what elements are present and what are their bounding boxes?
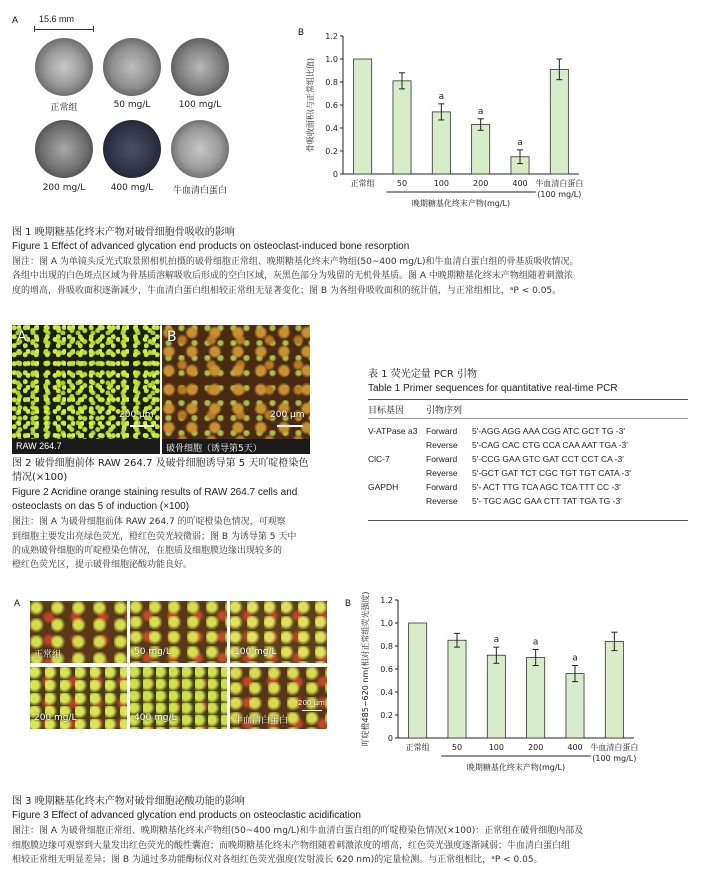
table-cell-dir: Forward: [426, 482, 458, 492]
dish-50: [103, 38, 161, 96]
fig2-scale-bar-a: [130, 425, 154, 427]
fig3-label-normal: 正常组: [34, 650, 62, 660]
fig2-note-2: 到细胞主要发出亮绿色荧光，橙红色荧光较微弱；图 B 为诱导第 5 天中: [12, 532, 297, 542]
fig1-note-2: 各组中出现的白色斑点区域为骨基质溶解吸收后形成的空白区域，灰黑色部分为残留的无机骨基质。图 A 中晚期糖基化终末产物组随着刺激浓: [12, 271, 573, 281]
fig3-panel-b-letter: B: [345, 598, 352, 608]
fig3-chart-xlabel: 晚期糖基化终末产物(mg/L): [466, 763, 566, 772]
fig2-note-1: 图注：图 A 为破骨细胞前体 RAW 264.7 的吖啶橙染色情况，可观察: [12, 517, 286, 527]
fig3-chart-sig-label: a: [572, 653, 578, 664]
table-cell-gene: [368, 438, 426, 452]
table-cell-seq: 5'-CAG CAC CTG CCA CAA AAT TGA -3': [472, 440, 628, 450]
fig3-chart-ytick-label: 0.4: [380, 688, 393, 697]
fig3-panel-a-letter: A: [14, 598, 21, 608]
fig2-caption-cn-2: 情况(×100): [12, 472, 68, 483]
fig3-chart-ylabel: 吖啶橙485~620 nm(相对正常组荧光强度): [361, 592, 370, 747]
fig1-chart-bar: [354, 59, 372, 174]
table-row: [368, 452, 635, 466]
table1-header-rule: [368, 418, 688, 419]
fig3-label-400: 400 mg/L: [134, 713, 177, 723]
fig2-label-bar-a: [12, 439, 160, 454]
fig2-caption-en-1: Figure 2 Acridine orange staining results of RAW 264.7 cells and: [12, 487, 298, 498]
fig1-chart-xtick-label: 牛血清白蛋白: [535, 179, 584, 188]
table-cell-seq: 5'- ACT TTG TCA AGC TCA TTT CC -3': [472, 482, 621, 492]
table1-header-gene: 目标基因: [368, 406, 405, 416]
fig3-label-200: 200 mg/L: [34, 713, 77, 723]
table-cell-seq: 5'-CCG GAA GTC GAT CCT CCT CA -3': [472, 454, 624, 464]
fig1-scale-bar: [34, 26, 94, 32]
fig2-label-a: RAW 264.7: [16, 441, 62, 451]
fig1-chart-ytick-label: 0: [332, 170, 338, 179]
table-cell-dir: Forward: [426, 454, 458, 464]
fig3-chart-ytick-label: 0.6: [380, 665, 393, 674]
table-cell-dir: Reverse: [426, 496, 458, 506]
fig3-chart-xtick-label: (100 mg/L): [592, 754, 637, 763]
table-cell-dir: Forward: [426, 426, 458, 436]
fig3-chart-xtick-label: 200: [528, 743, 544, 752]
fig1-chart-ytick-label: 1.2: [325, 32, 338, 41]
table1-title-cn: 表 1 荧光定量 PCR 引物: [368, 369, 478, 380]
fig2-panel-b-label: B: [167, 329, 177, 345]
fig1-chart-bar: [393, 81, 411, 174]
table1-header-seq: 引物序列: [426, 406, 463, 416]
fig3-caption-en: Figure 3 Effect of advanced glycation end products on osteoclastic acidification: [12, 810, 361, 821]
fig3-chart-ytick-label: 1.0: [380, 619, 393, 628]
table-row: [368, 466, 635, 480]
fig1-chart-ytick-label: 1.0: [325, 55, 338, 64]
dish-100: [171, 38, 229, 96]
fig1-chart-ylabel: 骨吸收面积(与正常组比值): [306, 57, 315, 153]
table1-bottom-rule: [368, 520, 688, 521]
table-row: [368, 480, 635, 494]
fig1-scale-label: 15.6 mm: [39, 14, 75, 24]
fig3-scale-label: 200 μm: [298, 699, 325, 707]
fig3-image-normal: [30, 601, 127, 663]
fig1-bar-chart: [295, 28, 625, 220]
fig1-chart-bar: [472, 125, 490, 174]
fig3-label-100: 100 mg/L: [234, 647, 277, 657]
fig3-scale-bar: [302, 710, 322, 711]
fig3-label-50: 50 mg/L: [134, 647, 171, 657]
fig2-note-4: 橙红色荧光区，提示破骨细胞泌酸功能良好。: [12, 560, 193, 570]
fig1-chart-xtick-label: 100: [433, 179, 449, 188]
dish-normal: [35, 38, 93, 96]
fig1-chart-ytick-label: 0.8: [325, 78, 338, 87]
table-row: [368, 494, 635, 508]
fig3-chart-bar: [448, 640, 466, 738]
fig1-chart-sig-label: a: [438, 91, 445, 102]
table-cell-gene: GAPDH: [368, 482, 399, 492]
table-cell-seq: 5'-AGG AGG AAA CGG ATC GCT TG -3': [472, 426, 625, 436]
fig1-chart-ytick-label: 0.6: [325, 101, 338, 110]
fig3-chart-bar: [409, 623, 427, 738]
fig3-label-bsa: 牛血清白蛋白: [234, 716, 289, 726]
fig2-label-bar-b: [162, 439, 310, 454]
table-cell-dir: Reverse: [426, 468, 458, 478]
fig2-label-b: 破骨细胞（诱导第5天）: [166, 444, 262, 454]
table1-title-en: Table 1 Primer sequences for quantitative real-time PCR: [368, 383, 618, 394]
dish-400: [103, 120, 161, 178]
fig3-chart-xtick-label: 100: [488, 743, 504, 752]
fig2-image-b: [162, 325, 310, 439]
fig3-chart-bar: [566, 674, 584, 738]
dish-bsa: [171, 120, 229, 178]
table-cell-seq: 5'-GCT GAT TCT CGC TGT TGT CATA -3': [472, 468, 631, 478]
dish-200: [35, 120, 93, 178]
table-cell-seq: 5'- TGC AGC GAA CTT TAT TGA TG -3': [472, 496, 622, 506]
fig2-scale-bar-b: [277, 425, 303, 427]
table-row: [368, 438, 635, 452]
dish-label-200: 200 mg/L: [42, 183, 86, 193]
fig3-image-200: [30, 667, 127, 729]
fig3-chart-xtick-label: 50: [451, 743, 463, 752]
fig3-chart-xtick-label: 正常组: [405, 743, 430, 752]
table-cell-gene: ClC-7: [368, 454, 390, 464]
fig2-note-3: 的成熟破骨细胞的吖啶橙染色情况，在胞质及细胞膜边缘出现较多的: [12, 546, 283, 556]
fig3-chart-ytick-label: 0.2: [380, 711, 393, 720]
fig3-chart-ytick-label: 0.8: [380, 642, 393, 651]
fig1-panel-b-letter: B: [298, 27, 305, 37]
fig3-chart-sig-label: a: [532, 637, 539, 648]
fig2-caption-cn-1: 图 2 破骨细胞前体 RAW 264.7 及破骨细胞诱导第 5 天吖啶橙染色: [12, 458, 309, 469]
fig2-image-a: [12, 325, 160, 439]
fig3-chart-ytick-label: 0: [387, 734, 393, 743]
fig1-note-3: 度的增高，骨吸收面积逐渐减少，牛血清白蛋白组相较正常组无显著变化；图 B 为各组骨吸收面积的统计值，与正常组相比，ᵃP < 0.05。: [12, 286, 562, 296]
fig3-note-2: 细胞膜边缘可观察到大量发出红色荧光的酸性囊泡；而晚期糖基化终末产物组随着刺激浓度的增高，红色荧光强度逐渐减弱；牛血清白蛋白组: [12, 841, 571, 851]
table1: [368, 424, 635, 508]
dish-label-bsa: 牛血清白蛋白: [172, 186, 227, 196]
fig3-chart-bar: [605, 641, 623, 738]
fig3-note-1: 图注：图 A 为破骨细胞正常组、晚期糖基化终末产物组(50~400 mg/L)和牛血清白蛋白组的吖啶橙染色情况(×100)：正常组在破骨细胞内部及: [12, 826, 584, 836]
fig1-note-1: 图注：图 A 为单镜头反光式取景照相机拍摄的破骨细胞正常组、晚期糖基化终末产物组(50~400 mg/L)和牛血清白蛋白组的骨基质吸收情况。: [12, 257, 579, 267]
fig1-chart-xtick-label: 200: [473, 179, 489, 188]
fig1-chart-sig-label: a: [517, 137, 523, 148]
fig3-chart-xtick-label: 牛血清白蛋白: [590, 743, 639, 752]
fig3-chart-xtick-label: 400: [567, 743, 583, 752]
fig3-image-50: [130, 601, 227, 663]
dish-label-50: 50 mg/L: [113, 100, 151, 110]
fig2-scale-a: 200 μm: [119, 410, 154, 420]
fig3-chart-bar: [527, 658, 545, 739]
dish-label-400: 400 mg/L: [110, 183, 154, 193]
fig1-chart-sig-label: a: [477, 106, 484, 117]
fig1-chart-xtick-label: 400: [512, 179, 528, 188]
dish-label-normal: 正常组: [50, 103, 78, 113]
fig3-chart-sig-label: a: [493, 635, 500, 646]
table-cell-gene: [368, 494, 426, 508]
fig1-chart-bar: [432, 112, 450, 174]
table-cell-gene: [368, 466, 426, 480]
fig1-caption-cn: 图 1 晚期糖基化终末产物对破骨细胞骨吸收的影响: [12, 227, 235, 238]
fig3-note-3: 相较正常组无明显差异；图 B 为通过多功能酶标仪对各组红色荧光强度(发射波长 620 nm)的定量检测。与正常组相比，ᵃP < 0.05。: [12, 855, 543, 865]
fig3-caption-cn: 图 3 晚期糖基化终末产物对破骨细胞泌酸功能的影响: [12, 796, 245, 807]
table-row: [368, 424, 635, 438]
fig1-chart-ytick-label: 0.2: [325, 147, 338, 156]
fig1-chart-xtick-label: (100 mg/L): [537, 190, 582, 199]
fig1-chart-bar: [550, 69, 568, 174]
table1-top-rule: [368, 399, 688, 400]
fig1-chart-xlabel: 晚期糖基化终末产物(mg/L): [411, 199, 511, 208]
fig2-caption-en-2: osteoclasts on das 5 of induction (×100): [12, 501, 190, 512]
fig1-chart-ytick-label: 0.4: [325, 124, 338, 133]
fig3-image-100: [230, 601, 327, 663]
table-cell-dir: Reverse: [426, 440, 458, 450]
table-cell-gene: V-ATPase a3: [368, 426, 418, 436]
fig2-panel-a-label: A: [17, 329, 27, 345]
fig1-chart-xtick-label: 50: [396, 179, 408, 188]
fig1-chart-xtick-label: 正常组: [350, 179, 375, 188]
fig3-image-400: [130, 667, 227, 729]
fig3-image-bsa: [230, 667, 327, 729]
fig3-chart-ytick-label: 1.2: [380, 596, 393, 605]
dish-label-100: 100 mg/L: [178, 100, 222, 110]
fig1-panel-a-letter: A: [12, 15, 19, 25]
fig3-bar-chart: [350, 592, 680, 788]
fig2-scale-b: 200 μm: [270, 410, 305, 420]
fig3-chart-bar: [487, 655, 505, 738]
fig1-caption-en: Figure 1 Effect of advanced glycation end products on osteoclast-induced bone resorption: [12, 241, 410, 252]
